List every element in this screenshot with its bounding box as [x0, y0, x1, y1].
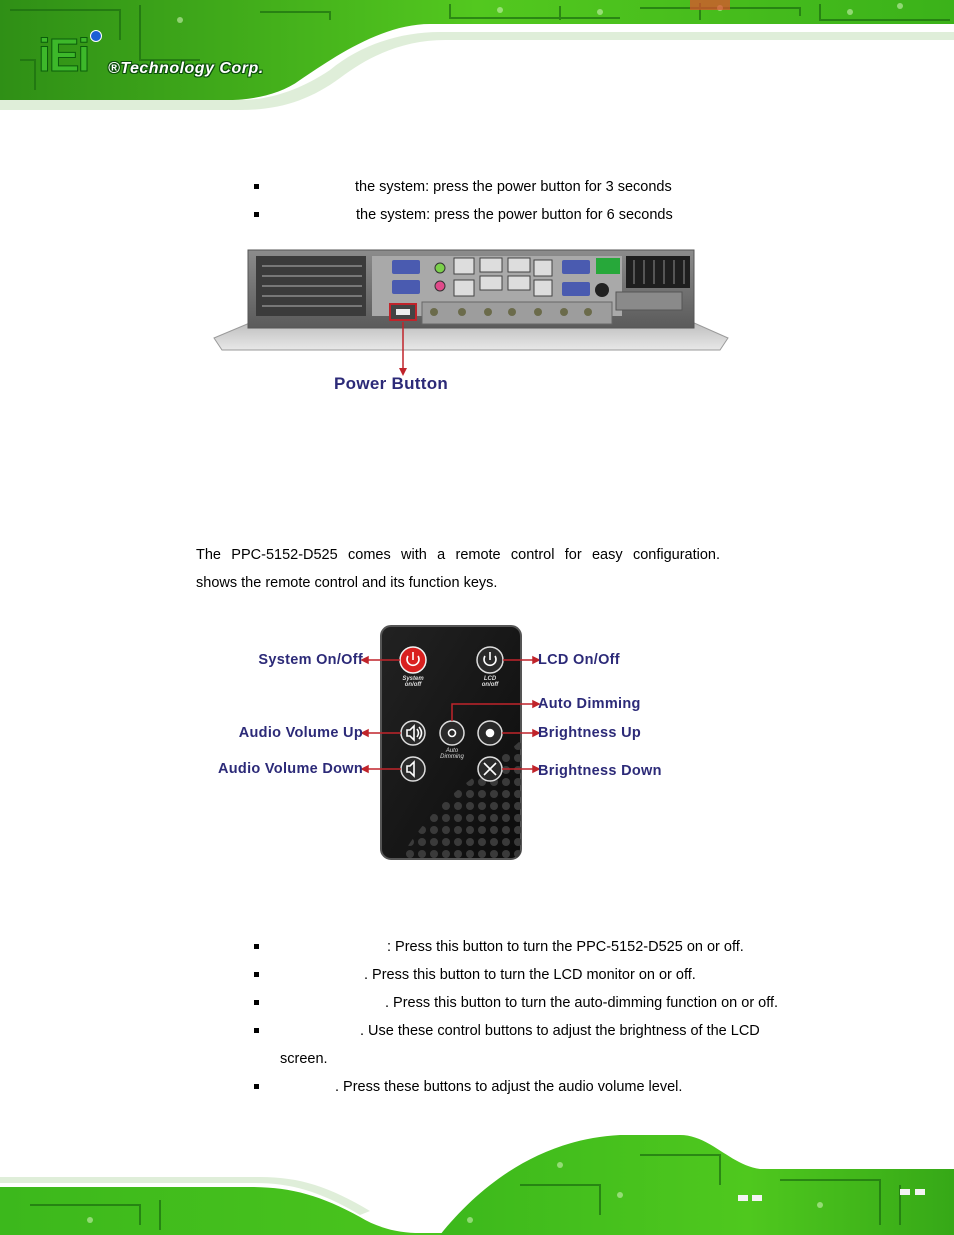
rear-panel-image [212, 246, 732, 396]
logo-text: ®Technology Corp. [108, 60, 264, 77]
bullet-marker [254, 212, 259, 217]
bullet-marker [254, 1084, 259, 1089]
bullet-text: . Use these control buttons to adjust the brightness of the LCD [360, 1023, 760, 1039]
bullet-text: the system: press the power button for 6 seconds [356, 207, 673, 223]
intro-line-2: shows the remote control and its function keys. [196, 575, 498, 591]
company-logo [38, 30, 298, 84]
bullet-brightness-continued: screen. [280, 1051, 328, 1067]
bullet-text: . Press this button to turn the LCD monitor on or off. [364, 967, 696, 983]
callout-brightness-down: Brightness Down [538, 763, 662, 779]
callout-audio-up: Audio Volume Up [238, 725, 363, 741]
power-button-caption: Power Button [334, 374, 449, 393]
page-header [0, 0, 954, 112]
bullet-text: . Press these buttons to adjust the audio volume level. [335, 1079, 683, 1095]
bullet-marker [254, 972, 259, 977]
bullet-text: the system: press the power button for 3 seconds [355, 179, 672, 195]
lcd-button-label: LCD on/off [481, 676, 499, 688]
logo-mark: iEi [38, 29, 89, 81]
bullet-text: . Press this button to turn the auto-dimming function on or off. [385, 995, 779, 1011]
callout-audio-down: Audio Volume Down [218, 761, 363, 777]
auto-button-label: Auto Dimming [440, 748, 464, 760]
callout-lcd-onoff: LCD On/Off [538, 652, 620, 668]
bullet-marker [254, 1028, 259, 1033]
figure-power-button [212, 246, 732, 396]
figure-remote-control [200, 620, 690, 865]
bullet-marker [254, 944, 259, 949]
callout-system-onoff: System On/Off [258, 652, 363, 668]
intro-line-1: The PPC-5152-D525 comes with a remote control for easy configuration. [196, 547, 720, 563]
bullet-text: : Press this button to turn the PPC-5152-D525 on or off. [387, 939, 744, 955]
callout-brightness-up: Brightness Up [538, 725, 641, 741]
callout-auto-dimming: Auto Dimming [538, 696, 641, 712]
bullet-marker [254, 184, 259, 189]
pcb-footer-graphic [0, 1125, 954, 1235]
system-button-label: System on/off [402, 676, 424, 688]
bullet-marker [254, 1000, 259, 1005]
page-footer [0, 1125, 954, 1235]
logo-dot-icon [90, 30, 102, 42]
